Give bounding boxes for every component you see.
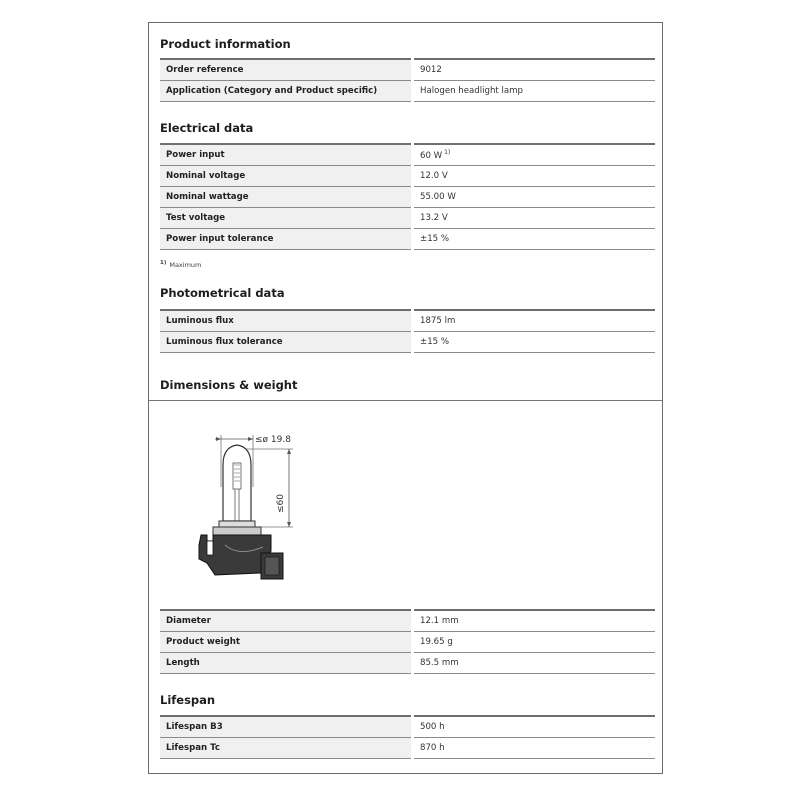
lifespan-table [160, 715, 655, 759]
table-row [160, 331, 655, 352]
row-value: 1875 lm [413, 310, 656, 331]
table-row [160, 228, 655, 249]
row-label: Length [160, 652, 413, 673]
row-value: 85.5 mm [413, 652, 656, 673]
height-dimension-label: ≤60 [276, 494, 286, 513]
row-label: Power input tolerance [160, 228, 413, 249]
row-label: Luminous flux [160, 310, 413, 331]
lamp-dimension-drawing [185, 425, 345, 600]
row-value: 12.1 mm [413, 610, 656, 631]
table-row [160, 207, 655, 228]
row-label: Lifespan B3 [160, 716, 413, 737]
footnote-mark: 1) [160, 260, 167, 266]
table-row [160, 631, 655, 652]
row-value: Halogen headlight lamp [413, 80, 656, 101]
row-value: 13.2 V [413, 207, 656, 228]
section-title-electrical-data: Electrical data [160, 121, 254, 135]
footnote-text: Maximum [169, 261, 202, 269]
electrical-data-table [160, 143, 655, 250]
row-value: 9012 [413, 59, 656, 80]
photometrical-data-table [160, 309, 655, 353]
row-label: Nominal voltage [160, 165, 413, 186]
section-title-photometrical-data: Photometrical data [160, 286, 285, 300]
row-label: Lifespan Tc [160, 737, 413, 758]
row-value: 500 h [413, 716, 656, 737]
table-row [160, 186, 655, 207]
dimensions-weight-table [160, 609, 655, 674]
row-value: 55.00 W [413, 186, 656, 207]
row-value [413, 144, 656, 165]
table-row [160, 59, 655, 80]
row-label: Product weight [160, 631, 413, 652]
table-row [160, 716, 655, 737]
datasheet-page [148, 22, 663, 774]
row-value: ±15 % [413, 331, 656, 352]
row-label: Luminous flux tolerance [160, 331, 413, 352]
row-label: Diameter [160, 610, 413, 631]
footnote-reference: 1) [444, 148, 451, 156]
row-label: Order reference [160, 59, 413, 80]
table-row [160, 165, 655, 186]
diameter-dimension-label: ≤ø 19.8 [255, 435, 291, 445]
section-title-product-information: Product information [160, 37, 291, 51]
table-row [160, 652, 655, 673]
table-row [160, 610, 655, 631]
table-row [160, 737, 655, 758]
row-label: Power input [160, 144, 413, 165]
table-row [160, 80, 655, 101]
row-value: 19.65 g [413, 631, 656, 652]
power-input-value: 60 W [420, 150, 443, 161]
row-value: 12.0 V [413, 165, 656, 186]
section-title-lifespan: Lifespan [160, 693, 216, 707]
row-value: ±15 % [413, 228, 656, 249]
section-divider [149, 400, 662, 401]
footnote [160, 260, 201, 269]
row-label: Application (Category and Product specific) [160, 80, 413, 101]
section-title-dimensions-weight: Dimensions & weight [160, 378, 298, 392]
row-label: Nominal wattage [160, 186, 413, 207]
product-information-table [160, 58, 655, 102]
row-value: 870 h [413, 737, 656, 758]
table-row [160, 310, 655, 331]
table-row [160, 144, 655, 165]
row-label: Test voltage [160, 207, 413, 228]
